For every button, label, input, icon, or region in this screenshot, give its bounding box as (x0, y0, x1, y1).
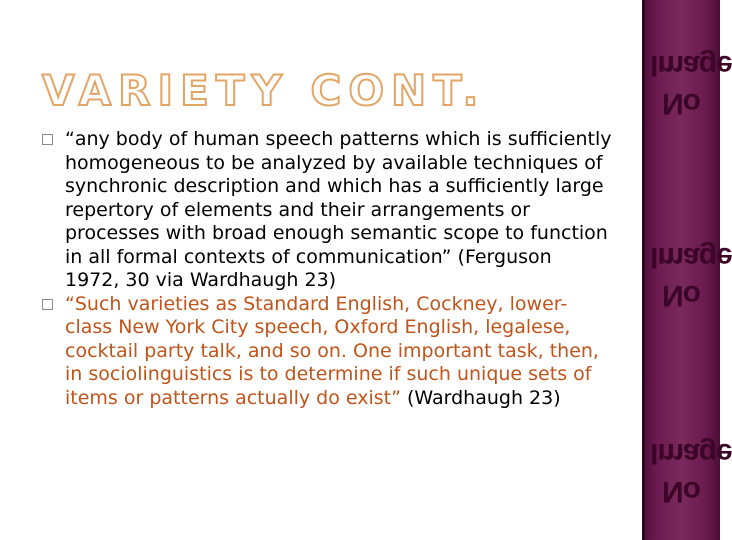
image-placeholder (650, 49, 732, 120)
bullet-text: “any body of human speech patterns which is sufficiently homogeneous to be analyzed by available techniques of synchronic description and which has a sufficiently large repertory of elements and their arrangements or processes with broad enough semantic scope to function in all formal contexts of communication” (Ferguson 1972, 30 via Wardhaugh 23) (65, 128, 612, 291)
placeholder-line: Image (650, 49, 732, 82)
slide-title: VARIETY CONT. (42, 66, 486, 115)
image-placeholder (650, 241, 732, 312)
bullet-text (65, 293, 612, 411)
placeholder-line: No (662, 475, 700, 508)
placeholder-line: No (662, 87, 700, 120)
bullet-square-icon (42, 134, 53, 145)
placeholder-line: No (662, 279, 700, 312)
citation: (Wardhaugh 23) (400, 386, 561, 409)
placeholder-line: Image (650, 437, 732, 470)
side-image-band (642, 0, 732, 540)
quoted-text: “Such varieties as Standard English, Cockney, lower-class New York City speech, Oxford English, legalese, cocktail party talk, and so on. One important task, then, in sociolinguistics is to determine if such unique sets of items or patterns actually do exist” (65, 292, 599, 409)
list-item (40, 293, 612, 411)
list-item (40, 128, 612, 293)
bullet-square-icon (42, 299, 53, 310)
image-placeholder (650, 437, 732, 508)
content-list (40, 128, 612, 410)
placeholder-line: Image (650, 241, 732, 274)
